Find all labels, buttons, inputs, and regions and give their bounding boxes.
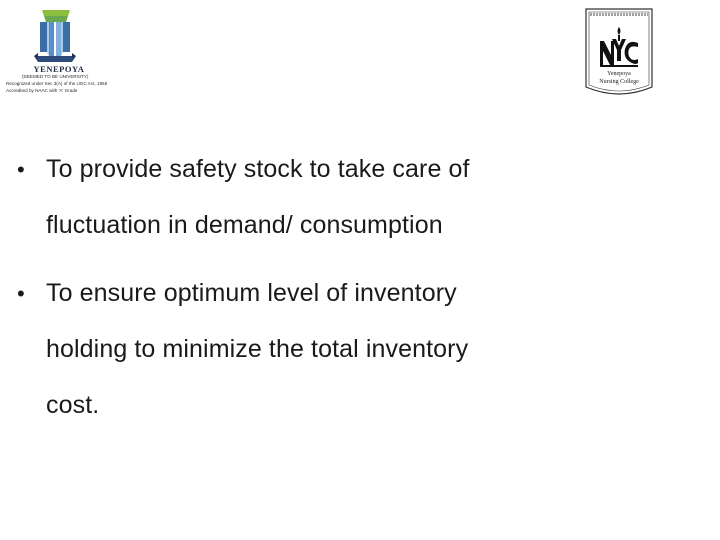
bullet-marker: • bbox=[17, 281, 25, 306]
university-accreditation-line: Accredited by NAAC with 'A' Grade bbox=[6, 88, 78, 93]
university-crest-icon bbox=[30, 6, 80, 64]
bullet-text-line: fluctuation in demand/ consumption bbox=[46, 211, 443, 239]
bullet-text-line: cost. bbox=[46, 391, 100, 419]
nyc-monogram-icon bbox=[598, 25, 640, 67]
bullet-text-line: To provide safety stock to take care of bbox=[46, 155, 470, 183]
university-brand-name: YENEPOYA bbox=[33, 64, 85, 74]
yenepoya-university-logo bbox=[0, 0, 118, 106]
university-status-line: (DEEMED TO BE UNIVERSITY) bbox=[22, 74, 89, 79]
college-motto-strip bbox=[590, 13, 648, 16]
bullet-text-line: To ensure optimum level of inventory bbox=[46, 279, 457, 307]
bullet-marker: • bbox=[17, 157, 25, 182]
college-name-line-1: Yenepoya bbox=[607, 71, 631, 77]
bullet-text-line: holding to minimize the total inventory bbox=[46, 335, 469, 363]
university-recognition-line: Recognized under Sec 3(A) of the UGC Act, 1956 bbox=[6, 81, 108, 86]
college-name-line-2: Nursing College bbox=[599, 79, 639, 85]
nursing-college-logo bbox=[584, 7, 654, 99]
